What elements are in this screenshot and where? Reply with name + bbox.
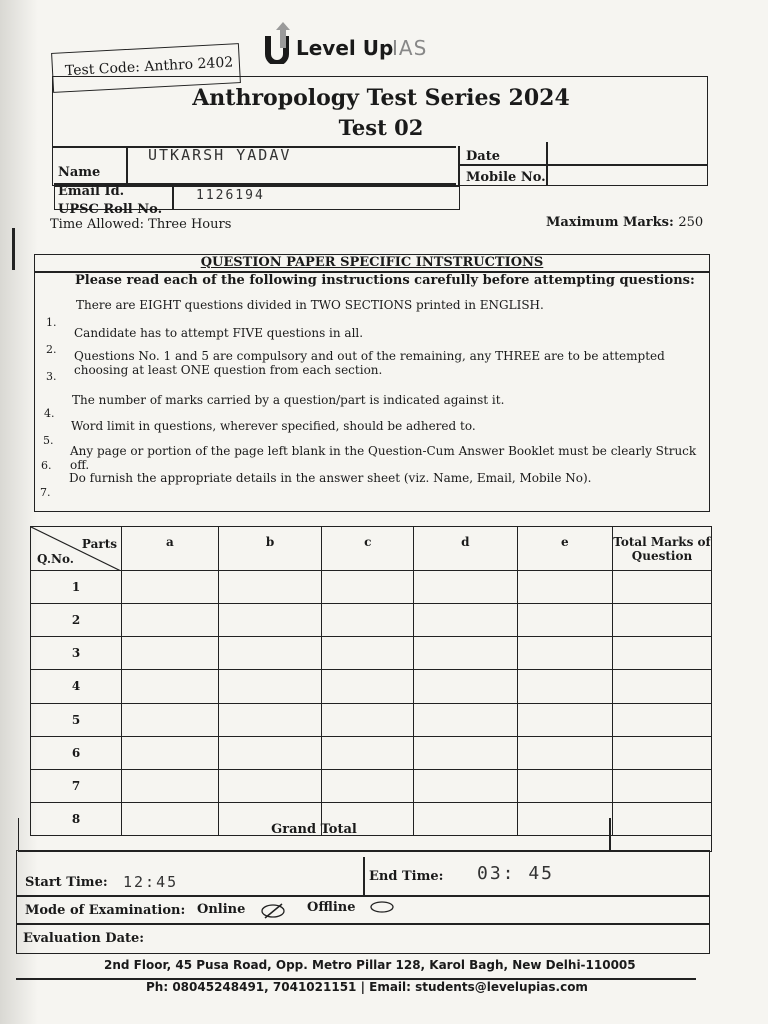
online-radio-icon[interactable] — [259, 901, 287, 921]
start-time-label: Start Time: — [25, 875, 108, 890]
mark-cell[interactable] — [122, 571, 219, 604]
column-header: a — [122, 527, 219, 571]
logo-suffix: IAS — [392, 36, 428, 60]
instruction-item: Any page or portion of the page left blank in the Question-Cum Answer Booklet must be clearly Struck off. — [70, 444, 697, 472]
address-line: 2nd Floor, 45 Pusa Road, Opp. Metro Pillar 128, Karol Bagh, New Delhi-110005 — [104, 958, 636, 972]
instruction-number: 4. — [44, 407, 55, 420]
mark-cell[interactable] — [517, 571, 612, 604]
table-row — [31, 637, 712, 670]
mark-cell[interactable] — [122, 703, 219, 736]
mark-cell[interactable] — [218, 571, 322, 604]
mark-cell[interactable] — [122, 670, 219, 703]
total-cell[interactable] — [613, 736, 712, 769]
instruction-item: Do furnish the appropriate details in the answer sheet (viz. Name, Email, Mobile No). — [69, 471, 592, 485]
roll-value: 1126194 — [196, 188, 265, 203]
mode-label: Mode of Examination: — [25, 903, 186, 918]
mark-cell[interactable] — [218, 703, 322, 736]
grand-total-label: Grand Total — [271, 822, 357, 837]
table-row — [31, 703, 712, 736]
mark-cell[interactable] — [414, 736, 518, 769]
row-qno: 6 — [31, 736, 122, 769]
mobile-label: Mobile No. — [466, 170, 546, 185]
total-header: Total Marks of Question — [613, 527, 712, 571]
mark-cell[interactable] — [414, 703, 518, 736]
mark-cell[interactable] — [322, 637, 414, 670]
mark-cell[interactable] — [414, 637, 518, 670]
mark-cell[interactable] — [322, 571, 414, 604]
row-qno: 3 — [31, 637, 122, 670]
mark-cell[interactable] — [218, 637, 322, 670]
mark-cell[interactable] — [517, 703, 612, 736]
mark-cell[interactable] — [218, 769, 322, 802]
mark-cell[interactable] — [322, 769, 414, 802]
total-cell[interactable] — [613, 703, 712, 736]
instruction-item: The number of marks carried by a question/part is indicated against it. — [72, 393, 505, 407]
mark-cell[interactable] — [414, 604, 518, 637]
mark-cell[interactable] — [322, 736, 414, 769]
max-marks-label: Maximum Marks: — [546, 215, 674, 230]
table-row — [31, 769, 712, 802]
evaluation-date-label: Evaluation Date: — [23, 931, 145, 946]
instruction-number: 1. — [46, 316, 57, 329]
margin-mark — [12, 228, 15, 270]
parts-qno-cell — [31, 527, 122, 571]
total-cell[interactable] — [613, 637, 712, 670]
instructions-subheading: Please read each of the following instructions carefully before attempting questions: — [75, 273, 695, 288]
mark-cell[interactable] — [122, 637, 219, 670]
marks-table — [30, 526, 712, 836]
mark-cell[interactable] — [414, 670, 518, 703]
mark-cell[interactable] — [414, 571, 518, 604]
instruction-item: Candidate has to attempt FIVE questions in all. — [74, 326, 364, 340]
table-row — [31, 736, 712, 769]
mark-cell[interactable] — [122, 604, 219, 637]
footer-form — [16, 850, 710, 954]
total-cell[interactable] — [613, 604, 712, 637]
row-qno: 8 — [31, 802, 122, 835]
max-marks-value: 250 — [678, 215, 704, 230]
instruction-number: 5. — [43, 434, 54, 447]
mark-cell[interactable] — [414, 769, 518, 802]
table-row — [31, 571, 712, 604]
instructions-heading: QUESTION PAPER SPECIFIC INTSTRUCTIONS — [200, 255, 544, 270]
end-time-value: 03: 45 — [477, 863, 555, 884]
name-value: UTKARSH YADAV — [148, 146, 292, 164]
end-time-label: End Time: — [369, 869, 444, 884]
instruction-number: 7. — [40, 486, 51, 499]
offline-label: Offline — [307, 900, 356, 915]
instruction-item: There are EIGHT questions divided in TWO SECTIONS printed in ENGLISH. — [76, 298, 544, 312]
mark-cell[interactable] — [517, 670, 612, 703]
row-qno: 2 — [31, 604, 122, 637]
instruction-number: 2. — [46, 343, 57, 356]
roll-label: UPSC Roll No. — [58, 202, 163, 217]
max-marks — [546, 215, 703, 230]
mark-cell[interactable] — [322, 703, 414, 736]
total-cell[interactable] — [613, 571, 712, 604]
row-qno: 1 — [31, 571, 122, 604]
name-label: Name — [58, 165, 101, 180]
parts-label: Parts — [81, 537, 117, 551]
mark-cell[interactable] — [218, 736, 322, 769]
page-title: Anthropology Test Series 2024 — [192, 85, 570, 111]
email-label: Email Id. — [58, 184, 125, 199]
mark-cell[interactable] — [122, 736, 219, 769]
grand-total-row — [18, 818, 712, 852]
title-block — [52, 76, 708, 186]
page-subtitle: Test 02 — [338, 115, 424, 140]
instruction-number: 3. — [46, 370, 57, 383]
mark-cell[interactable] — [517, 736, 612, 769]
start-time-value: 12:45 — [123, 873, 179, 891]
contact-line: Ph: 08045248491, 7041021151 | Email: students@levelupias.com — [146, 980, 588, 994]
date-label: Date — [466, 149, 500, 164]
column-header: b — [218, 527, 322, 571]
offline-radio-icon[interactable] — [369, 899, 395, 915]
instruction-number: 6. — [41, 459, 52, 472]
table-row — [31, 604, 712, 637]
column-header: d — [414, 527, 518, 571]
row-qno: 7 — [31, 769, 122, 802]
instruction-item: Word limit in questions, wherever specified, should be adhered to. — [71, 419, 476, 433]
level-up-arrow-icon — [264, 20, 294, 64]
time-allowed: Time Allowed: Three Hours — [50, 217, 232, 232]
test-code: Test Code: Anthro 2402 — [64, 54, 234, 80]
mark-cell[interactable] — [322, 670, 414, 703]
total-cell[interactable] — [613, 769, 712, 802]
logo-brand: Level Up — [296, 36, 394, 60]
row-qno: 4 — [31, 670, 122, 703]
mark-cell[interactable] — [122, 769, 219, 802]
online-label: Online — [197, 902, 246, 917]
qno-label: Q.No. — [37, 552, 74, 566]
mark-cell[interactable] — [517, 604, 612, 637]
column-header: c — [322, 527, 414, 571]
mark-cell[interactable] — [322, 604, 414, 637]
table-row — [31, 670, 712, 703]
total-cell[interactable] — [613, 670, 712, 703]
mark-cell[interactable] — [218, 604, 322, 637]
mark-cell[interactable] — [218, 670, 322, 703]
instruction-item: Questions No. 1 and 5 are compulsory and out of the remaining, any THREE are to be attempted choosing at least ONE question from each section. — [74, 349, 665, 377]
level-up-logo — [264, 20, 454, 64]
mark-cell[interactable] — [517, 637, 612, 670]
mark-cell[interactable] — [517, 769, 612, 802]
column-header: e — [517, 527, 612, 571]
table-header-row — [31, 527, 712, 571]
row-qno: 5 — [31, 703, 122, 736]
